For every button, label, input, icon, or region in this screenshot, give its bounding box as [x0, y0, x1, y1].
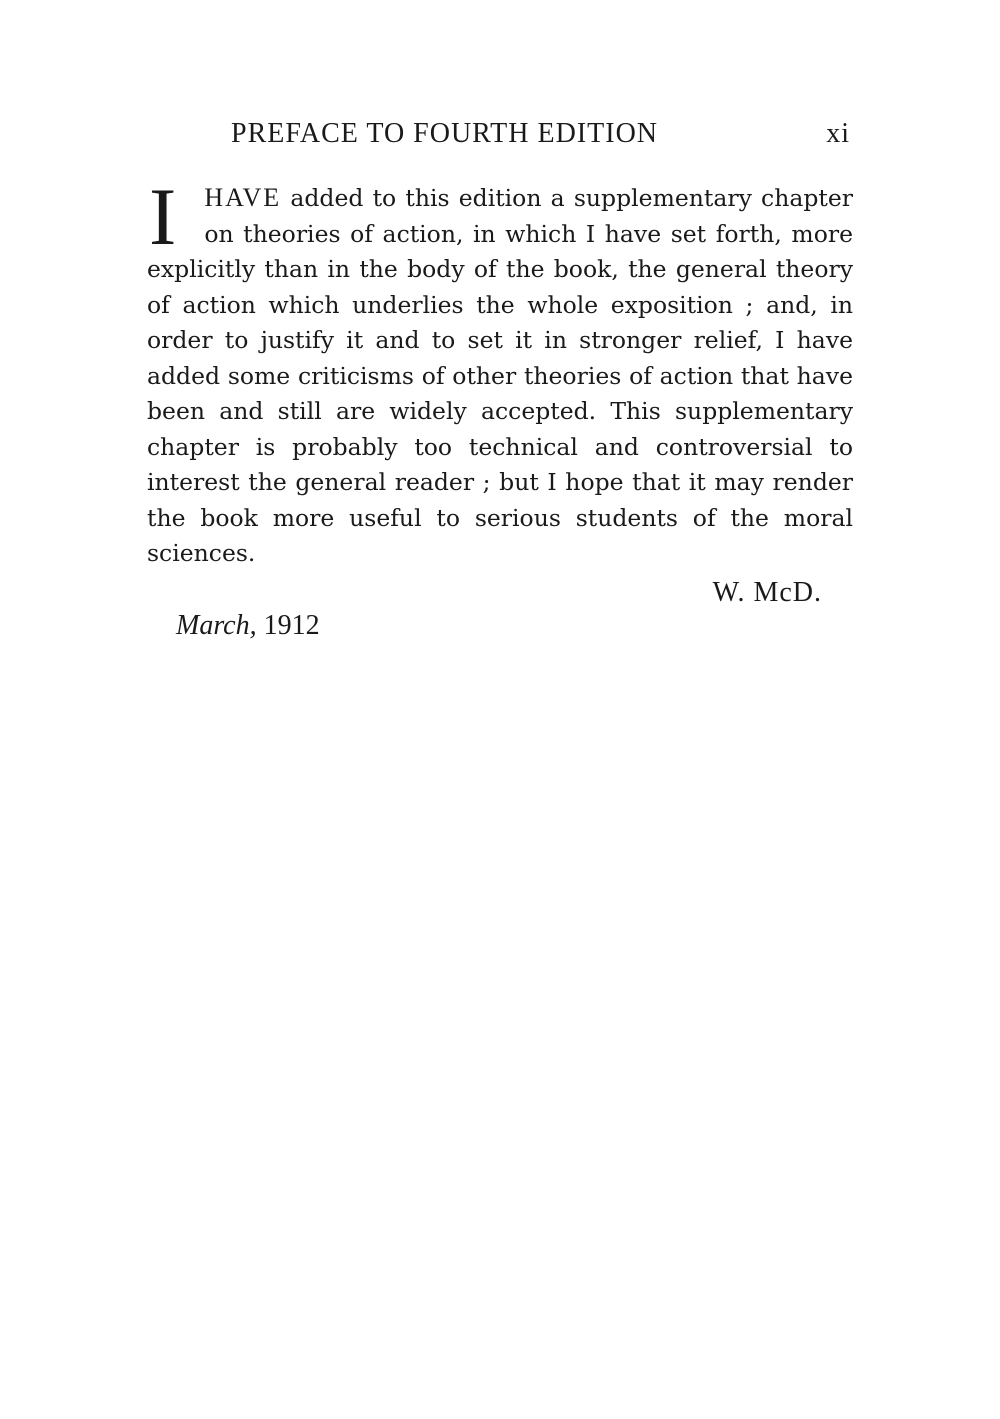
lead-word: HAVE	[204, 183, 282, 212]
preface-paragraph	[147, 171, 853, 572]
page-number: xi	[826, 118, 850, 149]
drop-cap: I	[149, 171, 177, 262]
date-year: 1912	[263, 610, 320, 641]
date-month: March,	[176, 610, 257, 641]
running-title: PREFACE TO FOURTH EDITION	[231, 118, 659, 149]
author-signature: W. McD.	[712, 577, 822, 608]
dateline	[176, 610, 320, 642]
running-head	[147, 118, 852, 158]
preface-body: added to this edition a supplementary chapter on theories of action, in which I have set forth, more explicitly than in the body of the book, the general theory of action which underlies the whole exposition ; and, in order to justify it and to set it in stronger relief, I have added some criticisms of other theories of action that have been and still are widely accepted. This supplementary chapter is probably too technical and controversial to interest the general reader ; but I hope that it may render the book more useful to serious students of the moral sciences.	[147, 184, 853, 567]
